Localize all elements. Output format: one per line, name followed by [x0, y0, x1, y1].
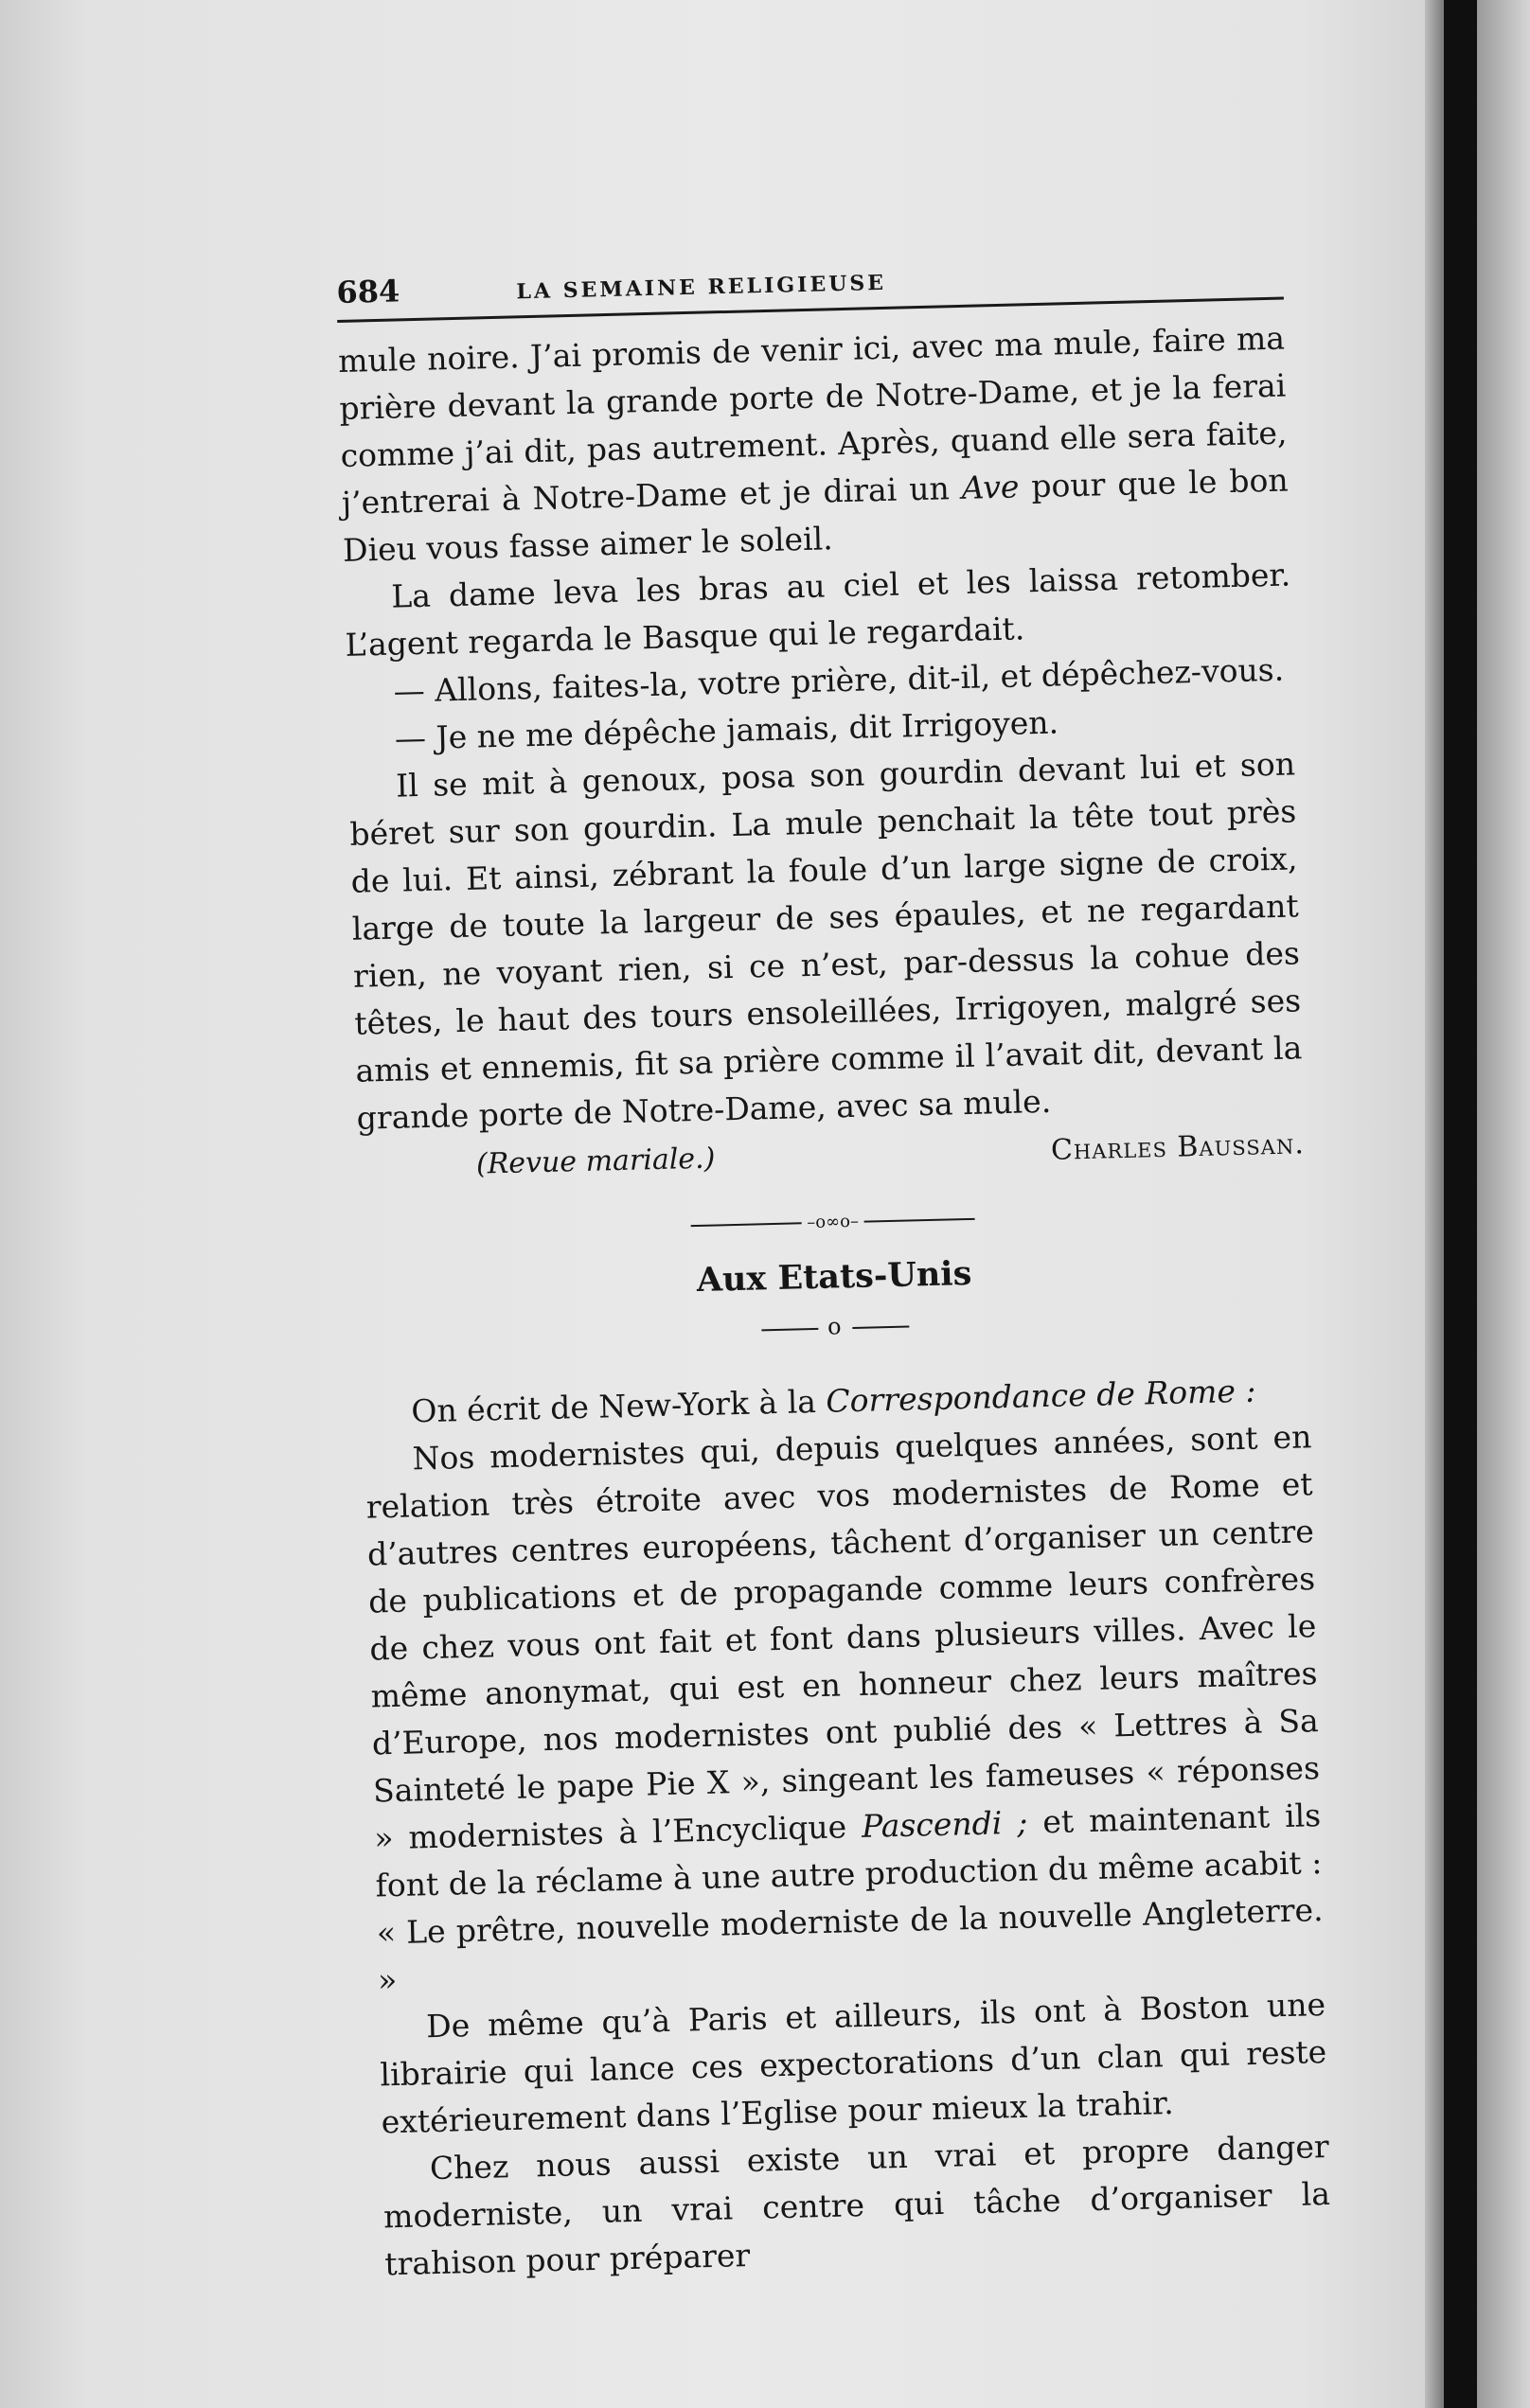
- page-number: 684: [336, 273, 400, 310]
- section-paragraph-3: Chez nous aussi existe un vrai et propre danger moderniste, un vrai centre qui tâche d’organiser la trahison pour préparer: [382, 2127, 1331, 2283]
- section-paragraph-1: [365, 1413, 1325, 2004]
- section-opening-text: On écrit de New-York à la: [410, 1382, 817, 1430]
- text-block: [336, 252, 1332, 2289]
- story-paragraph-2: La dame leva les bras au ciel et les laissa retomber. L’agent regarda le Basque qui le regardait.: [345, 556, 1291, 664]
- story-paragraph-4: — Je ne me dépêche jamais, dit Irrigoyen.: [394, 703, 1059, 757]
- title-ornament-mark: o: [827, 1313, 844, 1340]
- author-signature: Charles Baussan.: [1050, 1127, 1306, 1167]
- section-divider: [690, 1213, 974, 1232]
- section-opening-italic: Correspondance de Rome :: [825, 1372, 1256, 1420]
- section-paragraph-1-italic: Pascendi ;: [861, 1803, 1028, 1845]
- section-paragraph-1-end: et maintenant ils font de la réclame à une autre production du même acabit : « Le prêtre, nouvelle moderniste de la nouvelle Angleterre. »: [375, 1797, 1324, 1999]
- story-paragraph-1: [338, 315, 1290, 575]
- source-citation: (Revue mariale.): [475, 1142, 716, 1181]
- story-paragraph-1-text: mule noire. J’ai promis de venir ici, avec ma mule, faire ma prière devant la grande porte de Notre-Dame, et je la ferai comme j’ai dit, pas autrement. Après, quand elle sera faite, j’entrerai à Notre-Dame et je dirai un: [337, 319, 1288, 522]
- section-paragraph-2: De même qu’à Paris et ailleurs, ils ont à Boston une librairie qui lance ces expectorations d’un clan qui reste extérieurement dans l’Eglise pour mieux la trahir.: [380, 1986, 1327, 2141]
- story-paragraph-5: Il se mit à genoux, posa son gourdin devant lui et son béret sur son gourdin. La mule penchait la tête tout près de lui. Et ainsi, zébrant la foule d’un large signe de croix, large de toute la largeur de ses épaules, et ne regardant rien, ne voyant rien, si ce n’est, par-dessus la cohue des têtes, le haut des tours ensoleillées, Irrigoyen, malgré ses amis et ennemis, fit sa prière comme il l’avait dit, devant la grande porte de Notre-Dame, avec sa mule.: [348, 745, 1303, 1137]
- story-paragraph-1-end: pour que le bon Dieu vous fasse aimer le soleil.: [342, 461, 1290, 569]
- divider-ornament: –o∞o–: [807, 1211, 860, 1233]
- section-title: Aux Etats-Unis: [696, 1253, 972, 1301]
- title-ornament: [362, 1301, 1308, 1351]
- section-paragraph-1-text: Nos modernistes qui, depuis quelques années, sont en relation très étroite avec vos modernistes de Rome et d’autres centres européens, tâchent d’organiser un centre de publications et de propagande comme leurs confrères de chez vous ont fait et font dans plusieurs villes. Avec le même anonymat, qui est en honneur chez leurs maîtres d’Europe, nos modernistes ont publié des « Lettres à Sa Sainteté le pape Pie X », singeant les fameuses « réponses » modernistes à l’Encyclique: [365, 1418, 1321, 1857]
- story-paragraph-3: — Allons, faites-la, votre prière, dit-il, et dépêchez-vous.: [393, 650, 1285, 710]
- divider-rule-right: [864, 1218, 975, 1223]
- title-ornament-dash-left: [761, 1327, 818, 1330]
- running-head: LA SEMAINE RELIGIEUSE: [516, 270, 887, 305]
- book-spine: [1444, 0, 1477, 2408]
- story-paragraph-1-italic: Ave: [961, 468, 1020, 506]
- page-gutter: [1425, 0, 1444, 2408]
- adjacent-page-edge: [1477, 0, 1530, 2408]
- divider-rule-left: [691, 1222, 802, 1227]
- title-ornament-dash-right: [852, 1325, 909, 1328]
